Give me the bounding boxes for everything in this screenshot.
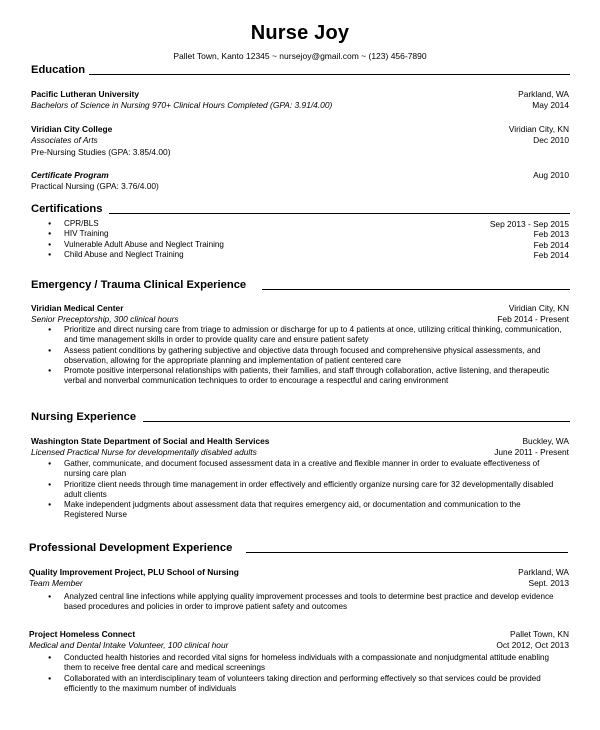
experience-bullet: ● Prioritize and direct nursing care from triage to admission or discharge for up to 4 patients at once, utilizing critical thinking, communication, and time management skills in order to provide quality care and ensure patient safety [48,325,568,346]
experience-org: Viridian Medical Center [31,303,124,313]
experience-bullet: ● Gather, communicate, and document focused assessment data in a creative and flexible manner in order to evaluate effectiveness of nursing care plan [48,459,558,480]
certification-date: Feb 2013 [533,229,569,239]
section-rule-education [89,74,570,75]
education-location: Viridian City, KN [508,124,569,134]
education-degree: Bachelors of Science in Nursing 970+ Clinical Hours Completed (GPA: 3.91/4.00) [31,100,333,110]
certification-date: Sep 2013 - Sep 2015 [489,219,569,229]
experience-role: Team Member [29,578,83,588]
experience-bullet: ● Promote positive interpersonal relationships with patients, their families, and staff through collaboration, active listening, and therapeutic verbal and nonverbal communication techniques to order to encourage a respectful and caring environment [48,366,568,387]
education-extra: Pre-Nursing Studies (GPA: 3.85/4.00) [31,147,171,157]
education-school: Viridian City College [31,124,113,134]
experience-location: Viridian City, KN [508,303,569,313]
education-location: Parkland, WA [518,89,569,99]
certification-item: ● HIV Training [48,229,308,239]
certification-date: Feb 2014 [533,240,569,250]
section-rule-certifications [109,213,570,214]
experience-org: Project Homeless Connect [29,629,136,639]
experience-date: Sept. 2013 [528,578,569,588]
education-date: May 2014 [532,100,569,110]
experience-role: Medical and Dental Intake Volunteer, 100 clinical hour [29,640,229,650]
section-rule-emergency [262,289,570,290]
experience-date: Feb 2014 - Present [497,314,569,324]
certification-item: ● Vulnerable Adult Abuse and Neglect Training [48,240,308,250]
certification-item: ● Child Abuse and Neglect Training [48,250,308,260]
emergency-bullet-list [48,325,568,387]
professional-bullet-list [48,653,560,694]
resume-name: Nurse Joy [250,22,350,44]
education-school: Pacific Lutheran University [31,89,139,99]
experience-bullet: ● Make independent judgments about assessment data that requires emergency aid, or documentation and communication to the Registered Nurse [48,500,558,521]
certification-list [48,219,308,260]
section-heading-education: Education [31,64,86,76]
experience-location: Pallet Town, KN [510,629,569,639]
section-heading-professional: Professional Development Experience [29,542,233,554]
education-degree: Practical Nursing (GPA: 3.76/4.00) [31,181,159,191]
experience-bullet: ● Prioritize client needs through time management in order effectively and efficiently organize nursing care for 32 developmentally disabled adult clients [48,480,558,501]
experience-bullet: ● Assess patient conditions by gathering subjective and objective data through focused and comprehensive physical assessments, and observation, allowing for the appropriate planning and implementation of patient centered care [48,346,568,367]
certification-item: ● CPR/BLS [48,219,308,229]
professional-bullet-list [48,592,558,613]
experience-org: Quality Improvement Project, PLU School of Nursing [29,567,239,577]
section-heading-nursing: Nursing Experience [31,411,137,423]
section-heading-certifications: Certifications [31,203,103,215]
experience-org: Washington State Department of Social and Health Services [31,436,270,446]
nursing-bullet-list [48,459,558,521]
section-heading-emergency: Emergency / Trauma Clinical Experience [31,279,247,291]
education-school: Certificate Program [31,170,109,180]
section-rule-professional [246,552,568,553]
contact-line: Pallet Town, Kanto 12345 ~ nursejoy@gmail.com ~ (123) 456-7890 [173,51,427,61]
experience-bullet: ● Analyzed central line infections while applying quality improvement processes and tools to determine best practice and develop evidence based procedures and policies in order to improve patient safety and outcomes [48,592,558,613]
experience-date: Oct 2012, Oct 2013 [496,640,569,650]
experience-date: June 2011 - Present [494,447,569,457]
education-date: Dec 2010 [533,135,569,145]
experience-bullet: ● Collaborated with an interdisciplinary team of volunteers taking direction and performing effectively so that services could be provided efficiently to the maximum number of individuals [48,674,560,695]
education-date: Aug 2010 [533,170,569,180]
experience-role: Licensed Practical Nurse for developmentally disabled adults [31,447,257,457]
section-rule-nursing [143,421,570,422]
experience-role: Senior Preceptorship, 300 clinical hours [31,314,179,324]
certification-date: Feb 2014 [533,250,569,260]
experience-location: Buckley, WA [522,436,569,446]
experience-location: Parkland, WA [518,567,569,577]
experience-bullet: ● Conducted health histories and recorded vital signs for homeless individuals with a compassionate and nonjudgmental attitude enabling them to receive free dental care and medical screenings [48,653,560,674]
education-degree: Associates of Arts [31,135,98,145]
